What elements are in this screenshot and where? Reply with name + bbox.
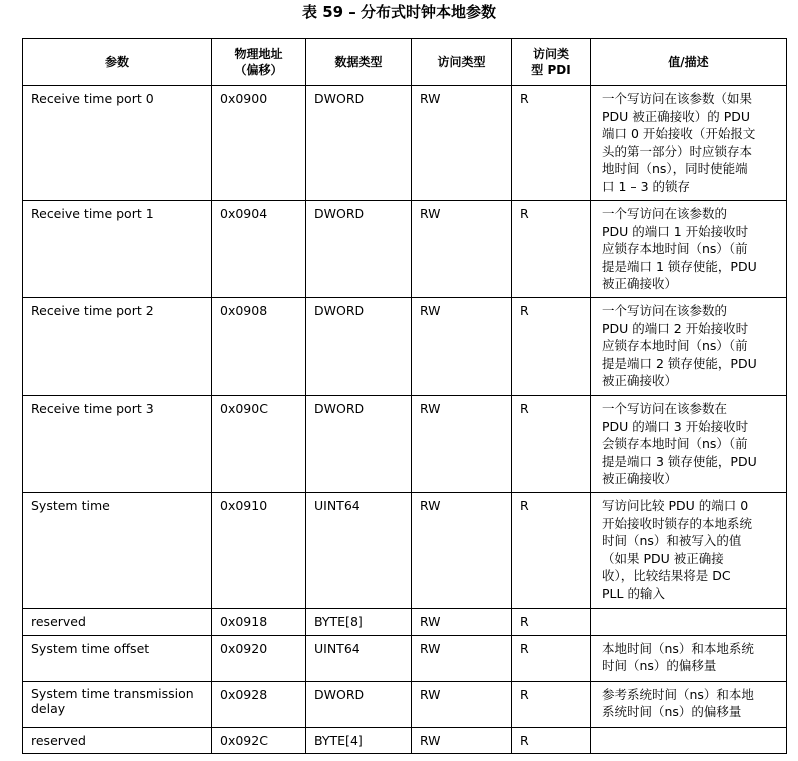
data-type-cell: UINT64 bbox=[306, 493, 412, 609]
description-line: 地时间（ns），同时使能端 bbox=[602, 161, 748, 176]
address-cell: 0x0910 bbox=[212, 493, 306, 609]
description-line: 头的第一部分）时应锁存本 bbox=[602, 143, 753, 159]
table-title: 表 59 – 分布式时钟本地参数 bbox=[301, 3, 497, 21]
description-line: 本地时间（ns）和本地系统 bbox=[602, 640, 754, 656]
param-cell: reserved bbox=[23, 727, 212, 754]
description-cell bbox=[591, 298, 787, 396]
description-line: 提是端口 2 锁存使能，PDU bbox=[602, 355, 757, 371]
header-access-type: 访问类型 bbox=[412, 39, 512, 86]
access-type-cell: RW bbox=[412, 493, 512, 609]
data-type-cell: BYTE[4] bbox=[306, 727, 412, 754]
pdi-access-cell: R bbox=[512, 727, 591, 754]
description-line: 口 1 – 3 的锁存 bbox=[602, 178, 691, 194]
description-line: 一个写访问在该参数在 bbox=[602, 401, 728, 416]
description-cell bbox=[591, 609, 787, 636]
access-type-cell: RW bbox=[412, 727, 512, 754]
description-line: 应锁存本地时间（ns）（前 bbox=[602, 338, 748, 353]
access-type-cell: RW bbox=[412, 86, 512, 201]
address-cell: 0x090C bbox=[212, 396, 306, 493]
header-param: 参数 bbox=[23, 39, 212, 86]
address-cell: 0x0908 bbox=[212, 298, 306, 396]
table-row bbox=[23, 396, 787, 493]
description-cell bbox=[591, 201, 787, 298]
description-line: 被正确接收） bbox=[602, 471, 678, 486]
pdi-access-cell: R bbox=[512, 396, 591, 493]
description-line: PDU 的端口 1 开始接收时 bbox=[602, 223, 749, 239]
description-line: 应锁存本地时间（ns）（前 bbox=[602, 241, 748, 256]
table-row bbox=[23, 635, 787, 681]
description-line: PDU 的端口 3 开始接收时 bbox=[602, 418, 749, 434]
description-line: 系统时间（ns）的偏移量 bbox=[602, 704, 742, 719]
description-cell bbox=[591, 86, 787, 201]
pdi-access-cell: R bbox=[512, 493, 591, 609]
description-line: 收），比较结果将是 DC bbox=[602, 568, 731, 583]
pdi-access-cell: R bbox=[512, 681, 591, 727]
description-line: 开始接收时锁存的本地系统 bbox=[602, 515, 753, 531]
pdi-access-cell: R bbox=[512, 609, 591, 636]
description-line: 时间（ns）和被写入的值 bbox=[602, 533, 742, 548]
param-cell: Receive time port 0 bbox=[23, 86, 212, 201]
param-cell: Receive time port 3 bbox=[23, 396, 212, 493]
param-cell: Receive time port 2 bbox=[23, 298, 212, 396]
pdi-access-cell: R bbox=[512, 298, 591, 396]
access-type-cell: RW bbox=[412, 201, 512, 298]
access-type-cell: RW bbox=[412, 635, 512, 681]
header-pdi-access: 访问类 型 PDI bbox=[512, 39, 591, 86]
table-row bbox=[23, 201, 787, 298]
data-type-cell: DWORD bbox=[306, 201, 412, 298]
data-type-cell: DWORD bbox=[306, 681, 412, 727]
data-type-cell: DWORD bbox=[306, 298, 412, 396]
param-cell: System time transmission delay bbox=[23, 681, 212, 727]
description-line: 时间（ns）的偏移量 bbox=[602, 658, 717, 673]
description-line: PDU 的端口 2 开始接收时 bbox=[602, 320, 749, 336]
description-line: 一个写访问在该参数（如果 bbox=[602, 91, 753, 106]
param-cell: reserved bbox=[23, 609, 212, 636]
description-cell bbox=[591, 681, 787, 727]
description-line: 被正确接收） bbox=[602, 373, 678, 388]
data-type-cell: UINT64 bbox=[306, 635, 412, 681]
description-line: 端口 0 开始接收（开始报文 bbox=[602, 126, 756, 141]
address-cell: 0x0920 bbox=[212, 635, 306, 681]
table-row bbox=[23, 86, 787, 201]
description-line: 提是端口 1 锁存使能，PDU bbox=[602, 258, 757, 274]
description-line: 写访问比较 PDU 的端口 0 bbox=[602, 498, 749, 513]
header-data-type: 数据类型 bbox=[306, 39, 412, 86]
description-line: 一个写访问在该参数的 bbox=[602, 303, 728, 318]
description-cell bbox=[591, 635, 787, 681]
pdi-access-cell: R bbox=[512, 86, 591, 201]
header-value-description: 值/描述 bbox=[591, 39, 787, 86]
address-cell: 0x0904 bbox=[212, 201, 306, 298]
address-cell: 0x0900 bbox=[212, 86, 306, 201]
description-line: 一个写访问在该参数的 bbox=[602, 206, 728, 221]
param-cell: Receive time port 1 bbox=[23, 201, 212, 298]
access-type-cell: RW bbox=[412, 681, 512, 727]
address-cell: 0x0918 bbox=[212, 609, 306, 636]
description-line: 提是端口 3 锁存使能，PDU bbox=[602, 453, 757, 469]
header-row bbox=[23, 39, 787, 86]
data-type-cell: DWORD bbox=[306, 396, 412, 493]
description-cell bbox=[591, 396, 787, 493]
description-line: PDU 被正确接收）的 PDU bbox=[602, 108, 751, 124]
description-line: 会锁存本地时间（ns）（前 bbox=[602, 436, 748, 451]
pdi-access-cell: R bbox=[512, 201, 591, 298]
description-line: （如果 PDU 被正确接 bbox=[602, 550, 724, 566]
address-cell: 0x0928 bbox=[212, 681, 306, 727]
access-type-cell: RW bbox=[412, 609, 512, 636]
description-cell bbox=[591, 493, 787, 609]
description-line: PLL 的输入 bbox=[602, 585, 665, 601]
header-address: 物理地址 （偏移） bbox=[212, 39, 306, 86]
access-type-cell: RW bbox=[412, 298, 512, 396]
table-row bbox=[23, 493, 787, 609]
table-row bbox=[23, 609, 787, 636]
table-row bbox=[23, 298, 787, 396]
data-type-cell: DWORD bbox=[306, 86, 412, 201]
param-cell: System time offset bbox=[23, 635, 212, 681]
dc-local-parameters-table bbox=[22, 38, 787, 754]
address-cell: 0x092C bbox=[212, 727, 306, 754]
description-line: 被正确接收） bbox=[602, 276, 678, 291]
table-row bbox=[23, 727, 787, 754]
pdi-access-cell: R bbox=[512, 635, 591, 681]
param-cell: System time bbox=[23, 493, 212, 609]
table-row bbox=[23, 681, 787, 727]
description-line: 参考系统时间（ns）和本地 bbox=[602, 686, 754, 702]
access-type-cell: RW bbox=[412, 396, 512, 493]
description-cell bbox=[591, 727, 787, 754]
data-type-cell: BYTE[8] bbox=[306, 609, 412, 636]
